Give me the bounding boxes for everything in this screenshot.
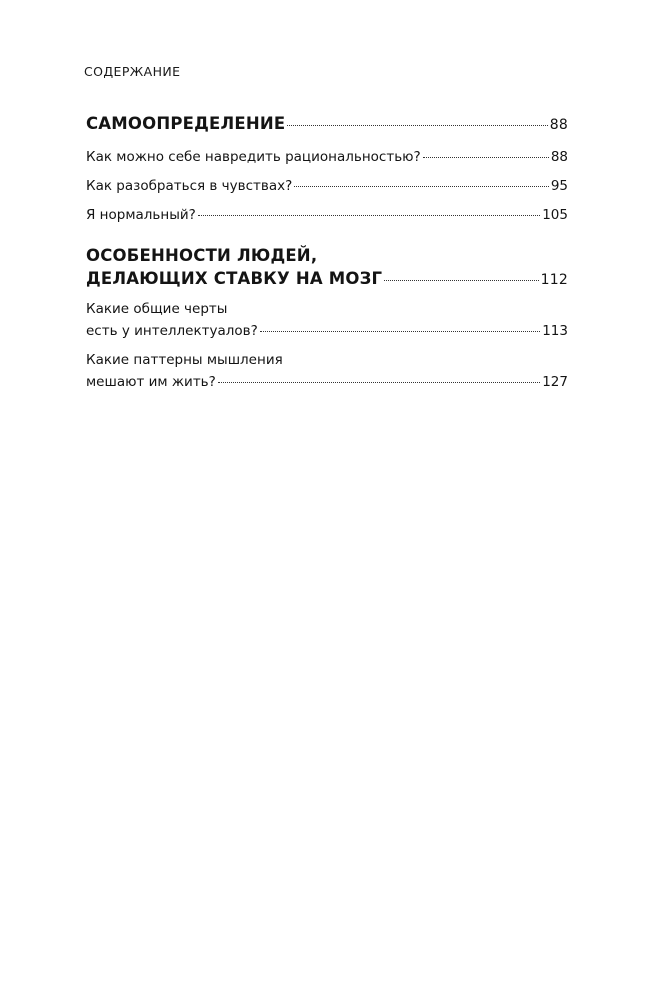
page-number: 95 — [550, 178, 568, 194]
item-title: Как разобраться в чувствах? — [86, 178, 293, 194]
page-number: 88 — [549, 117, 568, 133]
item-title-line1: Какие общие черты — [86, 301, 228, 317]
section-title-line1: ОСОБЕННОСТИ ЛЮДЕЙ, — [86, 246, 318, 265]
dot-leader — [294, 184, 549, 187]
item-title-line1: Какие паттерны мышления — [86, 352, 283, 368]
toc-item[interactable] — [86, 204, 568, 226]
dot-leader — [260, 329, 540, 332]
page-number: 127 — [542, 374, 568, 390]
page-number: 88 — [550, 149, 568, 165]
item-title: Я нормальный? — [86, 207, 196, 223]
dot-leader — [384, 278, 538, 281]
page-number: 112 — [540, 272, 568, 288]
section-title: САМООПРЕДЕЛЕНИЕ — [86, 114, 286, 133]
item-title-line2: есть у интеллектуалов? — [86, 323, 258, 339]
toc-item[interactable] — [86, 298, 568, 342]
dot-leader — [198, 213, 540, 216]
item-title-line2: мешают им жить? — [86, 374, 216, 390]
page-number: 105 — [542, 207, 568, 223]
toc-item[interactable] — [86, 175, 568, 197]
item-title: Как можно себе навредить рациональностью? — [86, 149, 421, 165]
page-number: 113 — [542, 323, 568, 339]
toc-item[interactable] — [86, 349, 568, 393]
dot-leader — [287, 123, 547, 126]
toc-section-self-determination[interactable] — [86, 112, 568, 137]
dot-leader — [423, 155, 549, 158]
toc-section-brain-people[interactable] — [86, 244, 568, 292]
section-title-line2: ДЕЛАЮЩИХ СТАВКУ НА МОЗГ — [86, 269, 383, 288]
page-header: СОДЕРЖАНИЕ — [84, 64, 181, 79]
dot-leader — [218, 380, 540, 383]
toc-item[interactable] — [86, 146, 568, 168]
